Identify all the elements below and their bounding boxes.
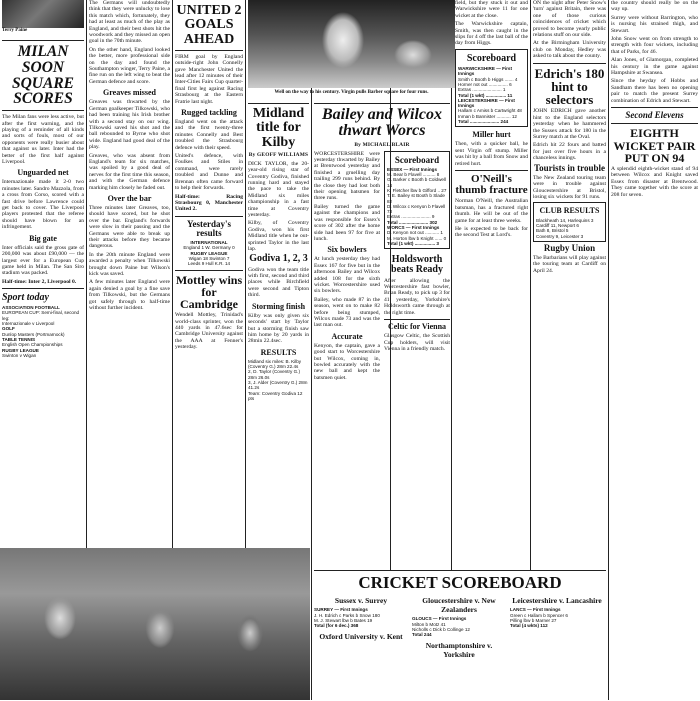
- score-line: Extras ....................... 9: [387, 214, 435, 220]
- article-paragraph: WORCESTERSHIRE were yesterday thwarted by Bailey at Brentwood yesterday and finished a gruelling day trailing 299 runs behind. By the close they had lost both their opening batsmen for three runs.: [314, 150, 380, 202]
- score-line: M. J. Stewart lbw b Bates 19: [314, 617, 373, 623]
- article-paragraph: Three minutes later Greaves, too, should have scored, but he shot over the bar. England's forwards were slow in their passing and the Germans were able to break up their attacks before they became dangerous.: [89, 204, 170, 250]
- scoreboard-column: [412, 593, 506, 660]
- score-line: ESSEX — First Innings: [387, 166, 438, 172]
- subheading-greaves: Greaves missed: [103, 88, 156, 98]
- score-line: Horner not out ............... 6: [458, 81, 512, 87]
- list-item: Cardiff 11, Newport 6: [536, 222, 579, 228]
- scoreboard-columns: [314, 593, 606, 660]
- list-item: RUGBY LEAGUE: [2, 347, 39, 353]
- article-paragraph: FIRM goal by England outside-right John Connelly gave Manchester United the lead after 12 minutes of their Inter-Cities Fairs Cup quarter-final first leg against Racing Strasbourg at the Eastern Fratrie last night.: [175, 53, 243, 105]
- divider: [175, 50, 243, 51]
- paine-photo: [2, 0, 84, 28]
- score-line: Total (for 6 dec.) 368: [314, 623, 359, 629]
- list-item: England 1 W. Germany 0: [183, 245, 235, 251]
- article-paragraph: After allowing the Worcestershire fast bowler, Brian Ready, to pick up 3 for 41 yesterday, Yorkshire's Holdsworth came through at the right time.: [384, 277, 450, 316]
- divider: [248, 103, 309, 104]
- column-rule: [530, 0, 531, 570]
- article-paragraph: field, but they stuck it out and Warwickshire were 11 for one wicket at the close.: [455, 0, 528, 19]
- score-line: T. E. Bailey st Booth b Slade 82: [387, 193, 445, 204]
- score-line: D. Wilcox c Kenyon b Flavell 73: [387, 203, 446, 215]
- scoreboard-lines: [458, 66, 525, 124]
- match-title: Sussex v. Surrey: [334, 596, 388, 606]
- match-title: Leicestershire v. Lancashire: [512, 596, 602, 606]
- column-4: [248, 100, 309, 545]
- tourists-headline: Tourists in trouble: [533, 162, 606, 173]
- article-paragraph: Greaves was thwarted by the German goalkeeper Tilkowski, who had been training his Irish brother with a second stay on our wing. Tilkowski saved his shot and the ball rebounded to Byrne who shot wide. England had good deal of the play.: [89, 99, 170, 151]
- article-paragraph: ON the night after Peter Snow's 'turn' against Britain, there was one of those curious coincidences of cricket which proved to become yearly public relations stuff on our side.: [533, 0, 606, 39]
- half-time-score: Half-time: Inter 2, Liverpool 0.: [2, 278, 77, 285]
- divider: [2, 288, 84, 289]
- oneill-headline: O'Neill's thumb fracture: [455, 172, 528, 197]
- column-2: [89, 0, 170, 545]
- score-line: K. Fletcher lbw b Gifford .. 27: [387, 187, 447, 193]
- column-1: [2, 0, 84, 545]
- score-line: M. Horton lbw b Knight ...... 0: [387, 235, 447, 241]
- article-paragraph: In the 20th minute England were awarded a penalty when Tilkowski brought down Paine but Wilson's kick was saved.: [89, 251, 170, 278]
- sport-today-heading: Sport today: [2, 292, 49, 304]
- article-paragraph: the country should really be on the way up.: [611, 0, 698, 13]
- article-paragraph: Then, with a quicker ball, he sent Virgin off stump. Miller was hit by a ball from Snow and retired hurt.: [455, 141, 528, 167]
- scoreboard-title: Scoreboard: [394, 154, 440, 165]
- article-paragraph: Kenyon, the captain, gave a good start to Worcestershire but Wilcox, coming in, bowled accurately with the new ball and kept the batsmen quiet.: [314, 342, 380, 381]
- score-line: M. Bear b Flavell .......... 8: [387, 172, 440, 178]
- divider: [2, 110, 84, 111]
- score-line: Hallam c Amiss b Cartwright 48: [458, 108, 522, 114]
- score-line: SURREY — First Innings: [314, 607, 368, 613]
- column-rule: [311, 0, 312, 700]
- subheading-big-gate: Big gate: [29, 233, 57, 243]
- scoreboard-column: [314, 593, 408, 660]
- midland-headline: Midland title for Kilby: [252, 106, 305, 150]
- list-item: Blackheath 14, Harlequins 3: [536, 217, 594, 223]
- article-paragraph: Surrey were without Barrington, who is nursing his strained thigh, and Stewart.: [611, 14, 698, 34]
- match-lines: [412, 616, 506, 637]
- list-item: Internazionale v Liverpool: [2, 321, 55, 327]
- yesterdays-results-heading: Yesterday's results: [187, 218, 231, 238]
- bailey-right-column: [384, 151, 450, 384]
- club-results-list: [536, 218, 603, 239]
- list-item: Bath 8, Bristol 5: [536, 228, 569, 234]
- list-item: INTERNATIONAL: [190, 240, 228, 246]
- article-paragraph: The Milan fans were less active, but after the first warning, and the playing of a reminder of all kinds and sorts of fouls, most of our opponents were really busier about that against us later. Inter had the better of the first half against Liverpool.: [2, 114, 84, 166]
- article-paragraph: Since the heyday of Hobbs and Sandham there has been no opening pair to match the present Surrey combination of Edrich and Stewart.: [611, 78, 698, 104]
- column-3: [175, 0, 243, 545]
- divider: [611, 107, 698, 108]
- list-item: EUROPEAN CUP: Semi-final, second leg:: [2, 310, 80, 321]
- score-line: Milton b Motz 41: [412, 621, 446, 627]
- article-paragraph: Wendell Mottley, Trinidad's world-class sprinter, won the 440 yards in 47.6sec for Cambridge University against the AAA at Fenner's yesterday.: [175, 312, 243, 351]
- article-paragraph: Norman O'Neill, the Australian batsman, has a fractured right thumb. He will be out of the game for at least three weeks.: [455, 198, 528, 224]
- column-rule: [608, 0, 609, 700]
- edrich-headline: Edrich's 180 hint to selectors: [534, 65, 605, 108]
- club-results-heading: CLUB RESULTS: [539, 206, 600, 216]
- list-item: Midland six miles: B. Kilby (Coventry G.) 28m 22.4s: [248, 358, 302, 370]
- list-item: Coventry 9, Leicester 3: [536, 233, 584, 239]
- score-line: Inman b Bannister ........... 12: [458, 113, 517, 119]
- half-time-score: Half-time: Racing Strasbourg 0, Manchester United 2.: [175, 193, 243, 213]
- article-paragraph: England went on the attack and the first twenty-three minutes Connelly and Best troubled the Strasbourg defence with their speed.: [175, 119, 243, 151]
- match-title: Gloucestershire v. New Zealanders: [422, 596, 496, 615]
- bailey-headline: Bailey and Wilcox thwart Worcs: [322, 106, 442, 140]
- second-elevens-heading: Second Elevens: [625, 110, 684, 121]
- match-title: Oxford University v. Kent: [319, 631, 403, 641]
- byline: By GEOFF WILLIAMS: [248, 151, 309, 158]
- score-line: Smith c Booth b Higgs ....... 4: [458, 76, 518, 82]
- list-item: GOLF: [2, 326, 15, 332]
- list-item: TABLE TENNIS: [2, 336, 36, 342]
- score-line: G. Barker c Booth b Coldwell 14: [387, 177, 446, 188]
- subheading-six-bowlers: Six bowlers: [327, 245, 367, 255]
- divider: [175, 270, 243, 271]
- article-paragraph: At lunch yesterday they had Essex 167 for five but in the afternoon Bailey and Wilcox added 108 for the sixth wicket. Worcestershire used six bowlers.: [314, 256, 380, 295]
- article-paragraph: Glasgow Celtic, the Scottish Cup holders, will visit Vienna in a friendly match.: [384, 333, 450, 353]
- united-headline: UNITED 2 GOALS AHEAD: [176, 3, 242, 47]
- mottley-headline: Mottley wins for Cambridge: [175, 272, 243, 312]
- list-item: Team: Coventry Godiva 12 pts: [248, 390, 303, 401]
- article-paragraph: A splendid eighth-wicket stand of 94 between Wilcox and Knight saved Essex from disaster at Brentwood. They came together with the score at 208 for seven.: [611, 165, 698, 198]
- match-lines: [510, 607, 604, 628]
- article-paragraph: Godiva won the team title with first, second and third places while Birchfield were second and Tipton third.: [248, 266, 309, 299]
- scoreboard-title: Scoreboard: [466, 52, 517, 64]
- divider: [455, 170, 528, 171]
- score-line: LANCS — First Innings: [510, 607, 561, 613]
- score-line: WORCS — First Innings: [387, 225, 440, 231]
- score-line: Total ....................... 302: [387, 219, 438, 225]
- subheading-accurate: Accurate: [331, 331, 363, 341]
- list-item: ASSOCIATION FOOTBALL: [2, 305, 60, 311]
- match-title: Northamptonshire v. Yorkshire: [425, 640, 493, 659]
- score-line: Pilling lbw b Marner 27: [510, 617, 557, 623]
- list-item: 3, J. Alder (Coventry G.) 28m 41.2s: [248, 379, 308, 391]
- bailey-story-columns: [314, 151, 450, 384]
- article-paragraph: Inter officials said the gross gate of 200,000 was about £90,000 — the largest ever for a European Cup game held in Milan. The San Siro stadium was packed.: [2, 244, 84, 277]
- article-paragraph: DICK TAYLOR, the 20-year-old rising star of Coventry Godiva, finished running hard and stayed the pace to take the Midland six miles championship in a fast time at Coventry yesterday.: [248, 160, 309, 219]
- score-line: Nicholls c Dick b Collinge 12: [412, 626, 470, 632]
- column-8: [611, 0, 698, 700]
- article-paragraph: A few minutes later England were again denied a goal by a fine save from Tilkowski, but the Germans got safely through to half-time without further incident.: [89, 279, 170, 312]
- divider: [384, 319, 450, 320]
- scoreboard-box: [455, 49, 528, 127]
- article-paragraph: The Germans will undoubtedly think that they were unlucky to lose this match which, fortunately, they had at least as much of the play as England, and their best shots hit the woodwork and they missed an open goal in the 70th minute.: [89, 0, 170, 45]
- article-paragraph: John Snow went on from strength to strength with four wickets, including that of Parks, for 46.: [611, 36, 698, 55]
- article-paragraph: Bailey, who made 87 in the season, went on to make 82 before being stumped, Wilcox made 73 and was the last man out.: [314, 296, 380, 329]
- subheading-rugged: Rugged tackling: [181, 108, 237, 118]
- scoreboard-lines: [387, 167, 447, 246]
- article-paragraph: He is expected to be back for the second Test at Lord's.: [455, 225, 528, 239]
- list-item: RUGBY LEAGUE: [190, 250, 228, 256]
- article-paragraph: Internazionale made it 2-0 two minutes later. Sandro Mazzola, from a cross from Corso, scored with a fast drive before Lawrence could get back to cover. The Liverpool players protested that the referee should have blown for an infringement.: [2, 179, 84, 231]
- article-paragraph: The New Zealand touring team were in trouble against Gloucestershire at Bristol, losing six wickets for 91 runs.: [533, 174, 606, 201]
- score-line: Extras ....................... 1: [458, 87, 506, 93]
- divider: [533, 63, 606, 64]
- scoreboard-box: [384, 151, 450, 250]
- club-results-box: [533, 202, 606, 241]
- article-paragraph: JOHN EDRICH gave another hint to the England selectors yesterday when he hammered the Sussex attack for 180 in the Surrey match at the Oval.: [533, 108, 606, 141]
- column-6: [455, 0, 528, 565]
- celtic-headline: Celtic for Vienna: [387, 322, 447, 332]
- cricket-scoreboard: [314, 570, 606, 701]
- runners-photo: [0, 548, 310, 700]
- subheading-storming: Storming finish: [251, 301, 306, 311]
- list-item: English Open Championships: [2, 342, 63, 348]
- results-heading: RESULTS: [260, 347, 297, 357]
- article-paragraph: The Warwickshire captain, Smith, was then caught in the slips for 4 off the last ball of the day from Higgs.: [455, 21, 528, 47]
- score-line: Total ....................... 244: [458, 119, 509, 124]
- score-line: Total 244: [412, 632, 432, 638]
- cricket-photo: [248, 0, 455, 88]
- divider: [2, 40, 84, 41]
- score-line: LEICESTERSHIRE — First Innings: [458, 97, 515, 109]
- article-paragraph: Edrich hit 22 fours and batted for just over five hours in a chanceless innings.: [533, 142, 606, 162]
- list-item: Dunlop Masters (Portmarnock): [2, 331, 65, 337]
- eighth-wicket-headline: EIGHTH WICKET PAIR PUT ON 94: [613, 126, 696, 165]
- score-line: Total (1 wkt) ................ 3: [387, 240, 439, 246]
- score-line: GLOUCS — First Innings: [412, 616, 467, 622]
- godiva-heading: Godiva 1, 2, 3: [249, 253, 308, 265]
- list-item: Wigan 18 Swinton 7: [188, 255, 230, 261]
- subheading-miller: Miller hurt: [472, 130, 511, 140]
- list-item: Leeds 9 Hull K.R. 14: [187, 261, 231, 267]
- divider: [175, 216, 243, 217]
- article-paragraph: On the other hand, England looked the better, more professional side on the day and found the Southampton winger, Terry Paine, a fine run on the left wing to beat the German defence and score.: [89, 46, 170, 85]
- article-paragraph: Kilby was only given six seconds' start by Taylor but a storming finish saw him home by 20 yards in 28min 22.4sec.: [248, 312, 309, 345]
- list-item: Swinton v Wigan: [2, 352, 37, 358]
- score-line: Total (1 wkt) ................ 11: [458, 92, 513, 98]
- photo-caption: Terry Paine: [2, 28, 28, 33]
- article-paragraph: United's defence, with Foulkes and Stiles in command, were rarely troubled and Dunne and Brennan often came forward to help their forwards.: [175, 153, 243, 192]
- article-paragraph: Bailey turned the game against the champions and was responsible for Essex's score of 302 after the home side had been 97 for five at lunch.: [314, 203, 380, 242]
- cricket-photo-caption: Well on the way to his century. Virgin pulls Barber square for four runs.: [274, 90, 429, 95]
- subheading-over-bar: Over the bar: [107, 193, 152, 203]
- yesterday-results-list: [175, 240, 243, 266]
- divider: [611, 123, 698, 124]
- article-paragraph: Greaves, who was absent from England's team for six matches, was spoiled by a good deal of nerves for the first time this season, and with the German defence marking him closely he faded out.: [89, 152, 170, 191]
- byline: By MICHAEL BLAIR: [354, 141, 410, 148]
- score-line: WARWICKSHIRE — First Innings: [458, 66, 513, 77]
- subheading-unguarded: Unguarded net: [17, 168, 69, 178]
- sport-today-list: [2, 305, 84, 358]
- article-paragraph: Alan Jones, of Glamorgan, completed his century in the game against Hampshire at Swansea.: [611, 57, 698, 77]
- column-5: [314, 100, 450, 570]
- rugby-union-heading: Rugby Union: [543, 242, 596, 253]
- bailey-left-column: [314, 151, 380, 384]
- scoreboard-column: [510, 593, 604, 660]
- cricket-scoreboard-title: CRICKET SCOREBOARD: [358, 573, 562, 592]
- score-line: D. Kenyon not out ........... 1: [387, 230, 443, 236]
- article-paragraph: The Barbarians will play against the touring team at Cardiff on April 24.: [533, 254, 606, 274]
- column-7: [533, 0, 606, 565]
- holdsworth-headline: Holdsworth beats Ready: [391, 254, 443, 276]
- article-paragraph: Kilby, of Coventry Godiva, won his first Midland title when he out-sprinted Taylor in the last lap.: [248, 220, 309, 253]
- match-lines: [314, 607, 408, 628]
- divider: [314, 103, 450, 104]
- score-line: Total (4 wkts) 112: [510, 623, 548, 629]
- list-item: 2, D. Taylor (Coventry G.) 28m 26.0s: [248, 369, 300, 380]
- results-list: [248, 359, 309, 401]
- score-line: Green c Hallam b Spencer 6: [510, 612, 568, 618]
- article-paragraph: At the Birmingham University club on Monday, Hedley was asked to talk about the county.: [533, 40, 606, 60]
- milan-headline: MILAN SOON SQUARE SCORES: [11, 43, 75, 108]
- score-line: J. H. Edrich c Parks b Snow 180: [314, 612, 380, 618]
